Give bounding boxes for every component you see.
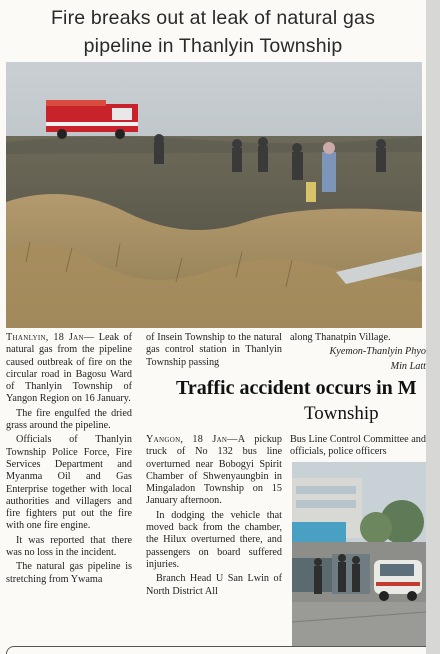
fire-scene-illustration: [6, 62, 422, 328]
article1-headline: [0, 4, 426, 60]
article2-paragraph1: pickup truck of No 132 bus line overturned near Bobogyi Spirit Chamber of Shwenyaungbin in Mingaladon Township on 15 January afternoon.: [146, 434, 282, 507]
article2-paragraph3-continued: Bus Line Control Committee and officials, police officers: [290, 434, 426, 458]
article1-byline-line2: Min Latt: [390, 360, 426, 372]
article2-column2: [290, 434, 426, 461]
article1-byline: Kyemon-Thanlyin Phyo: [329, 346, 426, 358]
article2-dateline: Yangon, 18 Jan—A: [146, 434, 246, 445]
article2-paragraph2: In dodging the vehicle that moved back from the chamber, the Hilux overturned there, and passengers on board suffered injuries.: [146, 509, 282, 570]
article1-column2: [146, 332, 282, 371]
article2-column1: [146, 434, 282, 600]
article1-column1: [6, 332, 132, 588]
article1-paragraph3: Officials of Thanlyin Township Police Force, Fire Services Department and Myanma Oil and Gas Enterprise together with local authorities and villagers and fire fighters put out the fire with one fire engine.: [6, 434, 132, 532]
article1-column3: [290, 332, 426, 375]
article1-dateline: Thanlyin, 18 Jan—: [6, 332, 95, 343]
bottom-border-rule: [6, 646, 427, 654]
article2-headline: Traffic accident occurs in M: [176, 377, 417, 399]
fire-scene-photo: [6, 62, 422, 328]
article1-paragraph5-continued: of Insein Township to the natural gas control station in Thanlyin Township passing: [146, 332, 282, 368]
article1-paragraph5-end: along Thanatpin Village.: [290, 332, 391, 343]
page-right-edge: [426, 0, 440, 654]
article1-headline-line2: pipeline in Thanlyin Township: [83, 35, 343, 57]
article2-headline-line2: Township: [304, 403, 379, 424]
article1-paragraph5: The natural gas pipeline is stretching from Ywama: [6, 561, 132, 585]
article2-paragraph3: Branch Head U San Lwin of North District All: [146, 573, 282, 597]
article1-headline-line1: Fire breaks out at leak of natural gas: [50, 7, 376, 29]
article1-paragraph4: It was reported that there was no loss in the incident.: [6, 534, 132, 559]
article1-paragraph2: The fire engulfed the dried grass around the pipeline.: [6, 407, 132, 432]
article1-paragraph1: Leak of natural gas from the pipeline caused outbreak of fire on the circular road in Bagosu Ward of Thanlyin Township of Yangon Region on 16 January.: [6, 332, 132, 405]
traffic-scene-illustration: [292, 462, 426, 646]
traffic-scene-photo: [292, 462, 426, 646]
